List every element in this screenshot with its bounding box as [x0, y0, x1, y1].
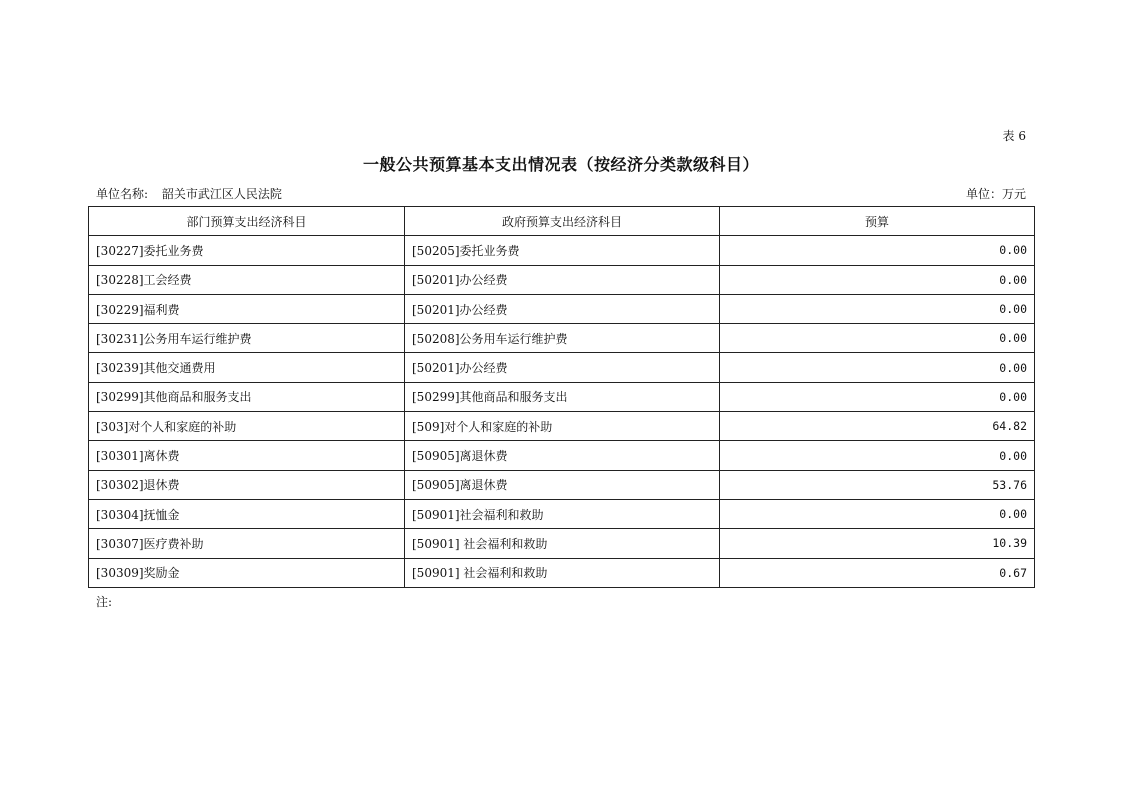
amount-cell: 0.00	[720, 324, 1035, 353]
table-row	[89, 470, 1035, 499]
gov-subject-cell: [50901] 社会福利和救助	[405, 529, 720, 558]
dept-subject-cell: [30239]其他交通费用	[89, 353, 405, 382]
table-row	[89, 353, 1035, 382]
unit-name-value: 韶关市武江区人民法院	[161, 187, 282, 201]
gov-subject-cell: [50205]委托业务费	[405, 236, 720, 265]
table-row	[89, 441, 1035, 470]
page-title: 一般公共预算基本支出情况表（按经济分类款级科目）	[362, 155, 759, 174]
table-note: 注:	[96, 595, 113, 609]
table-row	[89, 558, 1035, 587]
amount-cell: 64.82	[720, 412, 1035, 441]
dept-subject-cell: [30231]公务用车运行维护费	[89, 324, 405, 353]
amount-cell: 0.00	[720, 382, 1035, 411]
dept-subject-cell: [30301]离休费	[89, 441, 405, 470]
unit-name-label: 单位名称:	[96, 187, 149, 201]
column-header-gov: 政府预算支出经济科目	[405, 207, 720, 236]
table-row	[89, 382, 1035, 411]
amount-cell: 0.00	[720, 441, 1035, 470]
amount-cell: 0.00	[720, 236, 1035, 265]
amount-cell: 0.00	[720, 265, 1035, 294]
gov-subject-cell: [50299]其他商品和服务支出	[405, 382, 720, 411]
gov-subject-cell: [50905]离退休费	[405, 441, 720, 470]
amount-cell: 0.00	[720, 353, 1035, 382]
dept-subject-cell: [30304]抚恤金	[89, 499, 405, 528]
dept-subject-cell: [30307]医疗费补助	[89, 529, 405, 558]
gov-subject-cell: [50901] 社会福利和救助	[405, 558, 720, 587]
table-header-row	[89, 207, 1035, 236]
amount-cell: 10.39	[720, 529, 1035, 558]
gov-subject-cell: [50901]社会福利和救助	[405, 499, 720, 528]
dept-subject-cell: [30302]退休费	[89, 470, 405, 499]
dept-subject-cell: [30228]工会经费	[89, 265, 405, 294]
table-number: 表 6	[1002, 129, 1026, 143]
gov-subject-cell: [50208]公务用车运行维护费	[405, 324, 720, 353]
budget-table	[88, 206, 1035, 588]
dept-subject-cell: [30299]其他商品和服务支出	[89, 382, 405, 411]
gov-subject-cell: [50201]办公经费	[405, 294, 720, 323]
column-header-dept: 部门预算支出经济科目	[89, 207, 405, 236]
currency-unit: 单位：万元	[965, 187, 1026, 201]
amount-cell: 0.00	[720, 294, 1035, 323]
dept-subject-cell: [30309]奖励金	[89, 558, 405, 587]
table-row	[89, 324, 1035, 353]
amount-cell: 0.00	[720, 499, 1035, 528]
unit-name	[96, 185, 282, 202]
unit-info-row	[96, 185, 1026, 202]
amount-cell: 53.76	[720, 470, 1035, 499]
dept-subject-cell: [30229]福利费	[89, 294, 405, 323]
amount-cell: 0.67	[720, 558, 1035, 587]
dept-subject-cell: [30227]委托业务费	[89, 236, 405, 265]
gov-subject-cell: [509]对个人和家庭的补助	[405, 412, 720, 441]
table-row	[89, 529, 1035, 558]
table-row	[89, 265, 1035, 294]
table-row	[89, 412, 1035, 441]
gov-subject-cell: [50201]办公经费	[405, 265, 720, 294]
column-header-amount: 预算	[720, 207, 1035, 236]
table-row	[89, 499, 1035, 528]
table-row	[89, 236, 1035, 265]
table-row	[89, 294, 1035, 323]
gov-subject-cell: [50201]办公经费	[405, 353, 720, 382]
gov-subject-cell: [50905]离退休费	[405, 470, 720, 499]
dept-subject-cell: [303]对个人和家庭的补助	[89, 412, 405, 441]
